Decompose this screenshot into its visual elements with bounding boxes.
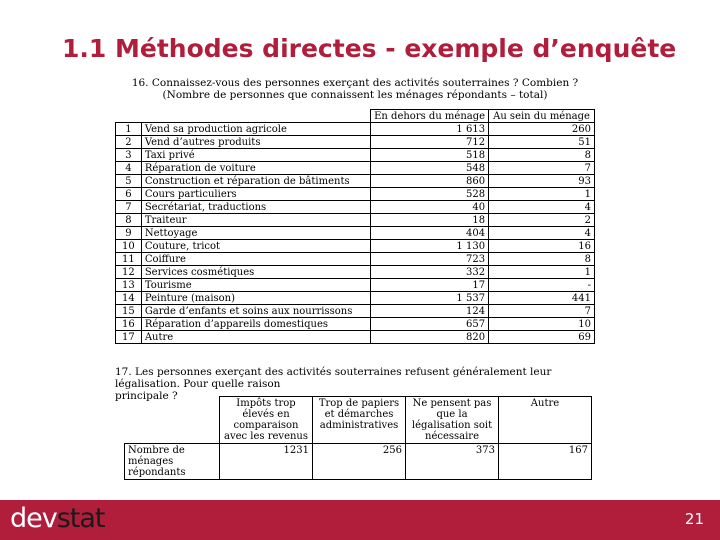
value-outside-household: 404 — [371, 227, 489, 240]
header-outside-household: En dehors du ménage — [371, 110, 489, 123]
table-header-row — [116, 110, 595, 123]
value-inside-household: 7 — [489, 305, 595, 318]
value-outside-household: 124 — [371, 305, 489, 318]
row-label: Couture, tricot — [141, 240, 370, 253]
question-16-heading — [115, 77, 595, 101]
row-label: Taxi privé — [141, 149, 370, 162]
value-outside-household: 18 — [371, 214, 489, 227]
value-outside-household: 712 — [371, 136, 489, 149]
footer-bar — [0, 500, 720, 540]
row-number: 16 — [116, 318, 142, 331]
value-paperwork: 256 — [313, 444, 406, 480]
value-outside-household: 657 — [371, 318, 489, 331]
value-inside-household: 1 — [489, 266, 595, 279]
value-outside-household: 1 130 — [371, 240, 489, 253]
row-number: 14 — [116, 292, 142, 305]
table-row — [116, 188, 595, 201]
value-inside-household: 4 — [489, 227, 595, 240]
header-not-necessary: Ne pensent pas que la légalisation soit nécessaire — [406, 397, 499, 444]
value-outside-household: 518 — [371, 149, 489, 162]
row-number: 9 — [116, 227, 142, 240]
question-16-line1: 16. Connaissez-vous des personnes exerçant des activités souterraines ? Combien ? — [131, 77, 579, 89]
value-inside-household: - — [489, 279, 595, 292]
row-label: Coiffure — [141, 253, 370, 266]
value-outside-household: 860 — [371, 175, 489, 188]
value-outside-household: 820 — [371, 331, 489, 344]
row-label: Peinture (maison) — [141, 292, 370, 305]
row-number: 2 — [116, 136, 142, 149]
value-outside-household: 723 — [371, 253, 489, 266]
page-number: 21 — [684, 510, 704, 528]
row-number: 7 — [116, 201, 142, 214]
row-number: 11 — [116, 253, 142, 266]
row-number: 17 — [116, 331, 142, 344]
value-inside-household: 16 — [489, 240, 595, 253]
row-number: 12 — [116, 266, 142, 279]
row-label-households: Nombre de ménages répondants — [125, 444, 220, 480]
value-inside-household: 10 — [489, 318, 595, 331]
row-label: Cours particuliers — [141, 188, 370, 201]
value-inside-household: 8 — [489, 253, 595, 266]
table-row — [116, 318, 595, 331]
table-row — [116, 175, 595, 188]
table-row — [116, 149, 595, 162]
row-label: Nettoyage — [141, 227, 370, 240]
value-inside-household: 8 — [489, 149, 595, 162]
table-row — [116, 162, 595, 175]
value-inside-household: 4 — [489, 201, 595, 214]
question-16-table — [115, 109, 595, 344]
table-header-row — [125, 397, 592, 444]
devstat-logo — [10, 503, 105, 534]
value-inside-household: 93 — [489, 175, 595, 188]
row-label: Réparation de voiture — [141, 162, 370, 175]
value-inside-household: 51 — [489, 136, 595, 149]
table-row — [116, 253, 595, 266]
value-not-necessary: 373 — [406, 444, 499, 480]
value-inside-household: 1 — [489, 188, 595, 201]
row-label: Garde d’enfants et soins aux nourrissons — [141, 305, 370, 318]
value-outside-household: 40 — [371, 201, 489, 214]
row-label: Services cosmétiques — [141, 266, 370, 279]
header-high-taxes: Impôts trop élevés en comparaison avec les revenus — [220, 397, 313, 444]
value-other: 167 — [499, 444, 592, 480]
value-inside-household: 260 — [489, 123, 595, 136]
table-row — [116, 279, 595, 292]
header-inside-household: Au sein du ménage — [489, 110, 595, 123]
value-high-taxes: 1231 — [220, 444, 313, 480]
table-row — [116, 201, 595, 214]
header-paperwork: Trop de papiers et démarches administratives — [313, 397, 406, 444]
logo-part-dev: dev — [10, 503, 57, 534]
table-row — [116, 266, 595, 279]
row-number: 4 — [116, 162, 142, 175]
row-number: 1 — [116, 123, 142, 136]
value-outside-household: 17 — [371, 279, 489, 292]
logo-part-stat: stat — [56, 503, 105, 534]
value-outside-household: 1 613 — [371, 123, 489, 136]
question-16-line2: (Nombre de personnes que connaissent les ménages répondants – total) — [162, 89, 548, 101]
row-number: 15 — [116, 305, 142, 318]
row-label: Vend sa production agricole — [141, 123, 370, 136]
value-inside-household: 69 — [489, 331, 595, 344]
value-outside-household: 332 — [371, 266, 489, 279]
table-row — [125, 444, 592, 480]
row-number: 10 — [116, 240, 142, 253]
row-label: Construction et réparation de bâtiments — [141, 175, 370, 188]
row-label: Vend d’autres produits — [141, 136, 370, 149]
table-row — [116, 136, 595, 149]
value-outside-household: 1 537 — [371, 292, 489, 305]
header-other: Autre — [499, 397, 592, 444]
row-label: Autre — [141, 331, 370, 344]
table-row — [116, 227, 595, 240]
row-number: 6 — [116, 188, 142, 201]
table-row — [116, 292, 595, 305]
table-row — [116, 123, 595, 136]
table-row — [116, 331, 595, 344]
value-inside-household: 2 — [489, 214, 595, 227]
row-number: 8 — [116, 214, 142, 227]
question-17-line2: principale ? — [115, 390, 178, 402]
row-number: 13 — [116, 279, 142, 292]
row-number: 3 — [116, 149, 142, 162]
row-number: 5 — [116, 175, 142, 188]
value-outside-household: 528 — [371, 188, 489, 201]
table-row — [116, 214, 595, 227]
question-17-table — [124, 396, 592, 480]
table-row — [116, 240, 595, 253]
value-outside-household: 548 — [371, 162, 489, 175]
row-label: Réparation d’appareils domestiques — [141, 318, 370, 331]
row-label: Traiteur — [141, 214, 370, 227]
question-17-line1: 17. Les personnes exerçant des activités souterraines refusent généralement leur légalisation. Pour quelle raison — [115, 366, 552, 390]
table-row — [116, 305, 595, 318]
row-label: Tourisme — [141, 279, 370, 292]
row-label: Secrétariat, traductions — [141, 201, 370, 214]
value-inside-household: 7 — [489, 162, 595, 175]
slide-title: 1.1 Méthodes directes - exemple d’enquête — [62, 34, 677, 63]
value-inside-household: 441 — [489, 292, 595, 305]
